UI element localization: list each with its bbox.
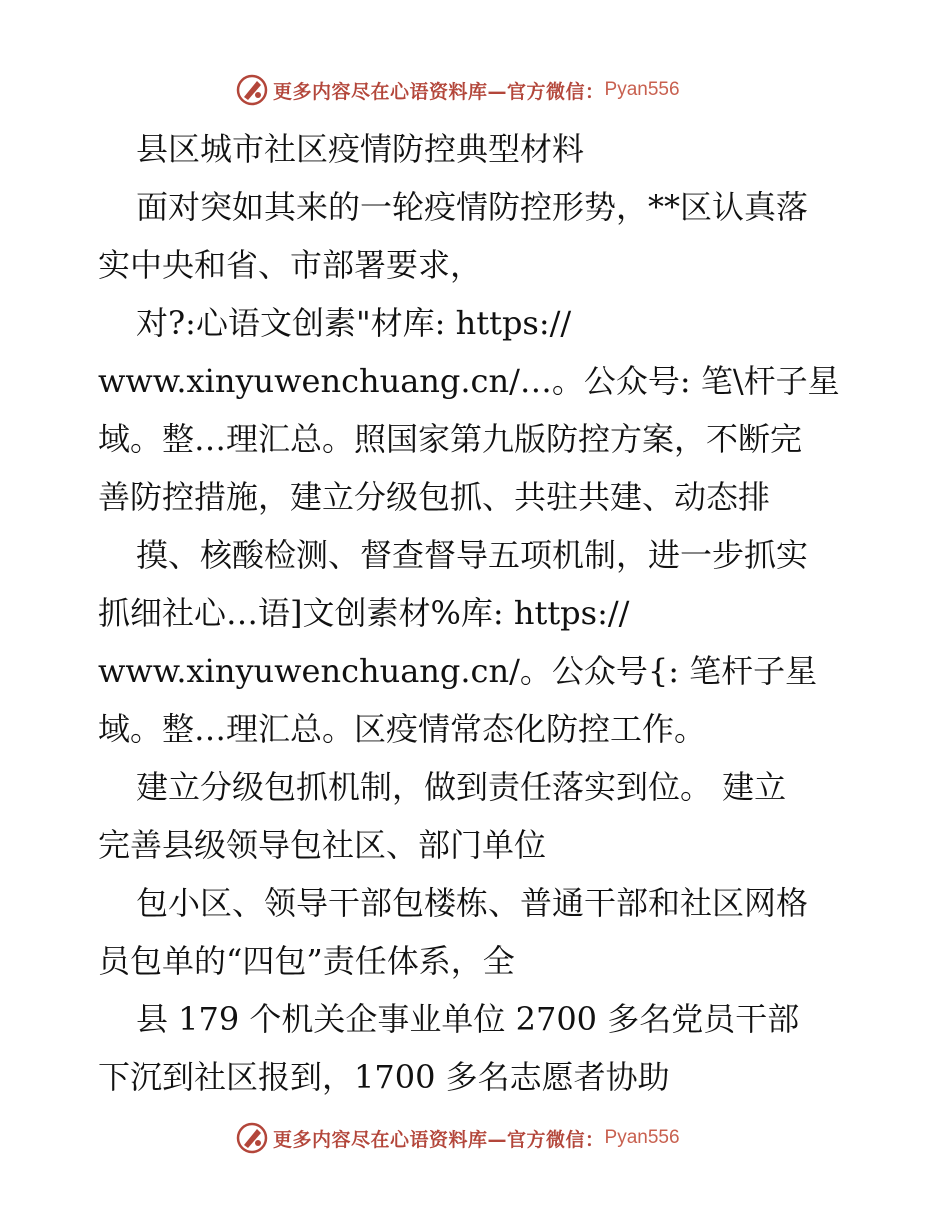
paragraph-line: 善防控措施，建立分级包抓、共驻共建、动态排: [98, 478, 771, 516]
paragraph-line: 包小区、领导干部包楼栋、普通干部和社区网格: [136, 884, 809, 922]
footer-banner: [235, 1120, 680, 1156]
logo-icon: [235, 73, 269, 107]
paragraph-line: 员包单的“四包”责任体系，全: [98, 942, 515, 980]
paragraph-line: 摸、核酸检测、督查督导五项机制，进一步抓实: [136, 536, 809, 574]
document-title: 县区城市社区疫情防控典型材料: [136, 130, 585, 168]
paragraph-line: 下沉到社区报到，1700 多名志愿者协助: [98, 1058, 670, 1096]
header-banner: [235, 72, 680, 108]
logo-icon: [235, 1121, 269, 1155]
paragraph-line: 完善县级领导包社区、部门单位: [98, 826, 547, 864]
paragraph-line: www.xinyuwenchuang.cn/…。公众号: 笔\杆子星: [98, 362, 840, 400]
paragraph-line: 实中央和省、市部署要求，: [98, 246, 483, 284]
paragraph-line: 对?:心语文创素"材库: https://: [136, 304, 572, 342]
paragraph-line: 面对突如其来的一轮疫情防控形势，**区认真落: [136, 188, 809, 226]
paragraph-line: www.xinyuwenchuang.cn/。公众号{: 笔杆子星: [98, 652, 818, 690]
paragraph-line: 县 179 个机关企事业单位 2700 多名党员干部: [136, 1000, 800, 1038]
paragraph-line: 域。整…理汇总。区疫情常态化防控工作。: [98, 710, 707, 748]
banner-text: 更多内容尽在心语资料库—官方微信：: [273, 1128, 605, 1151]
wechat-id: Pyan556: [604, 79, 680, 100]
paragraph-line: 域。整…理汇总。照国家第九版防控方案，不断完: [98, 420, 803, 458]
wechat-id: Pyan556: [604, 1127, 680, 1148]
banner-text: 更多内容尽在心语资料库—官方微信：: [273, 80, 605, 103]
paragraph-line: 抓细社心…语]文创素材%库: https://: [98, 594, 630, 632]
paragraph-line: 建立分级包抓机制，做到责任落实到位。 建立: [136, 768, 787, 806]
document-body: [98, 120, 858, 1106]
